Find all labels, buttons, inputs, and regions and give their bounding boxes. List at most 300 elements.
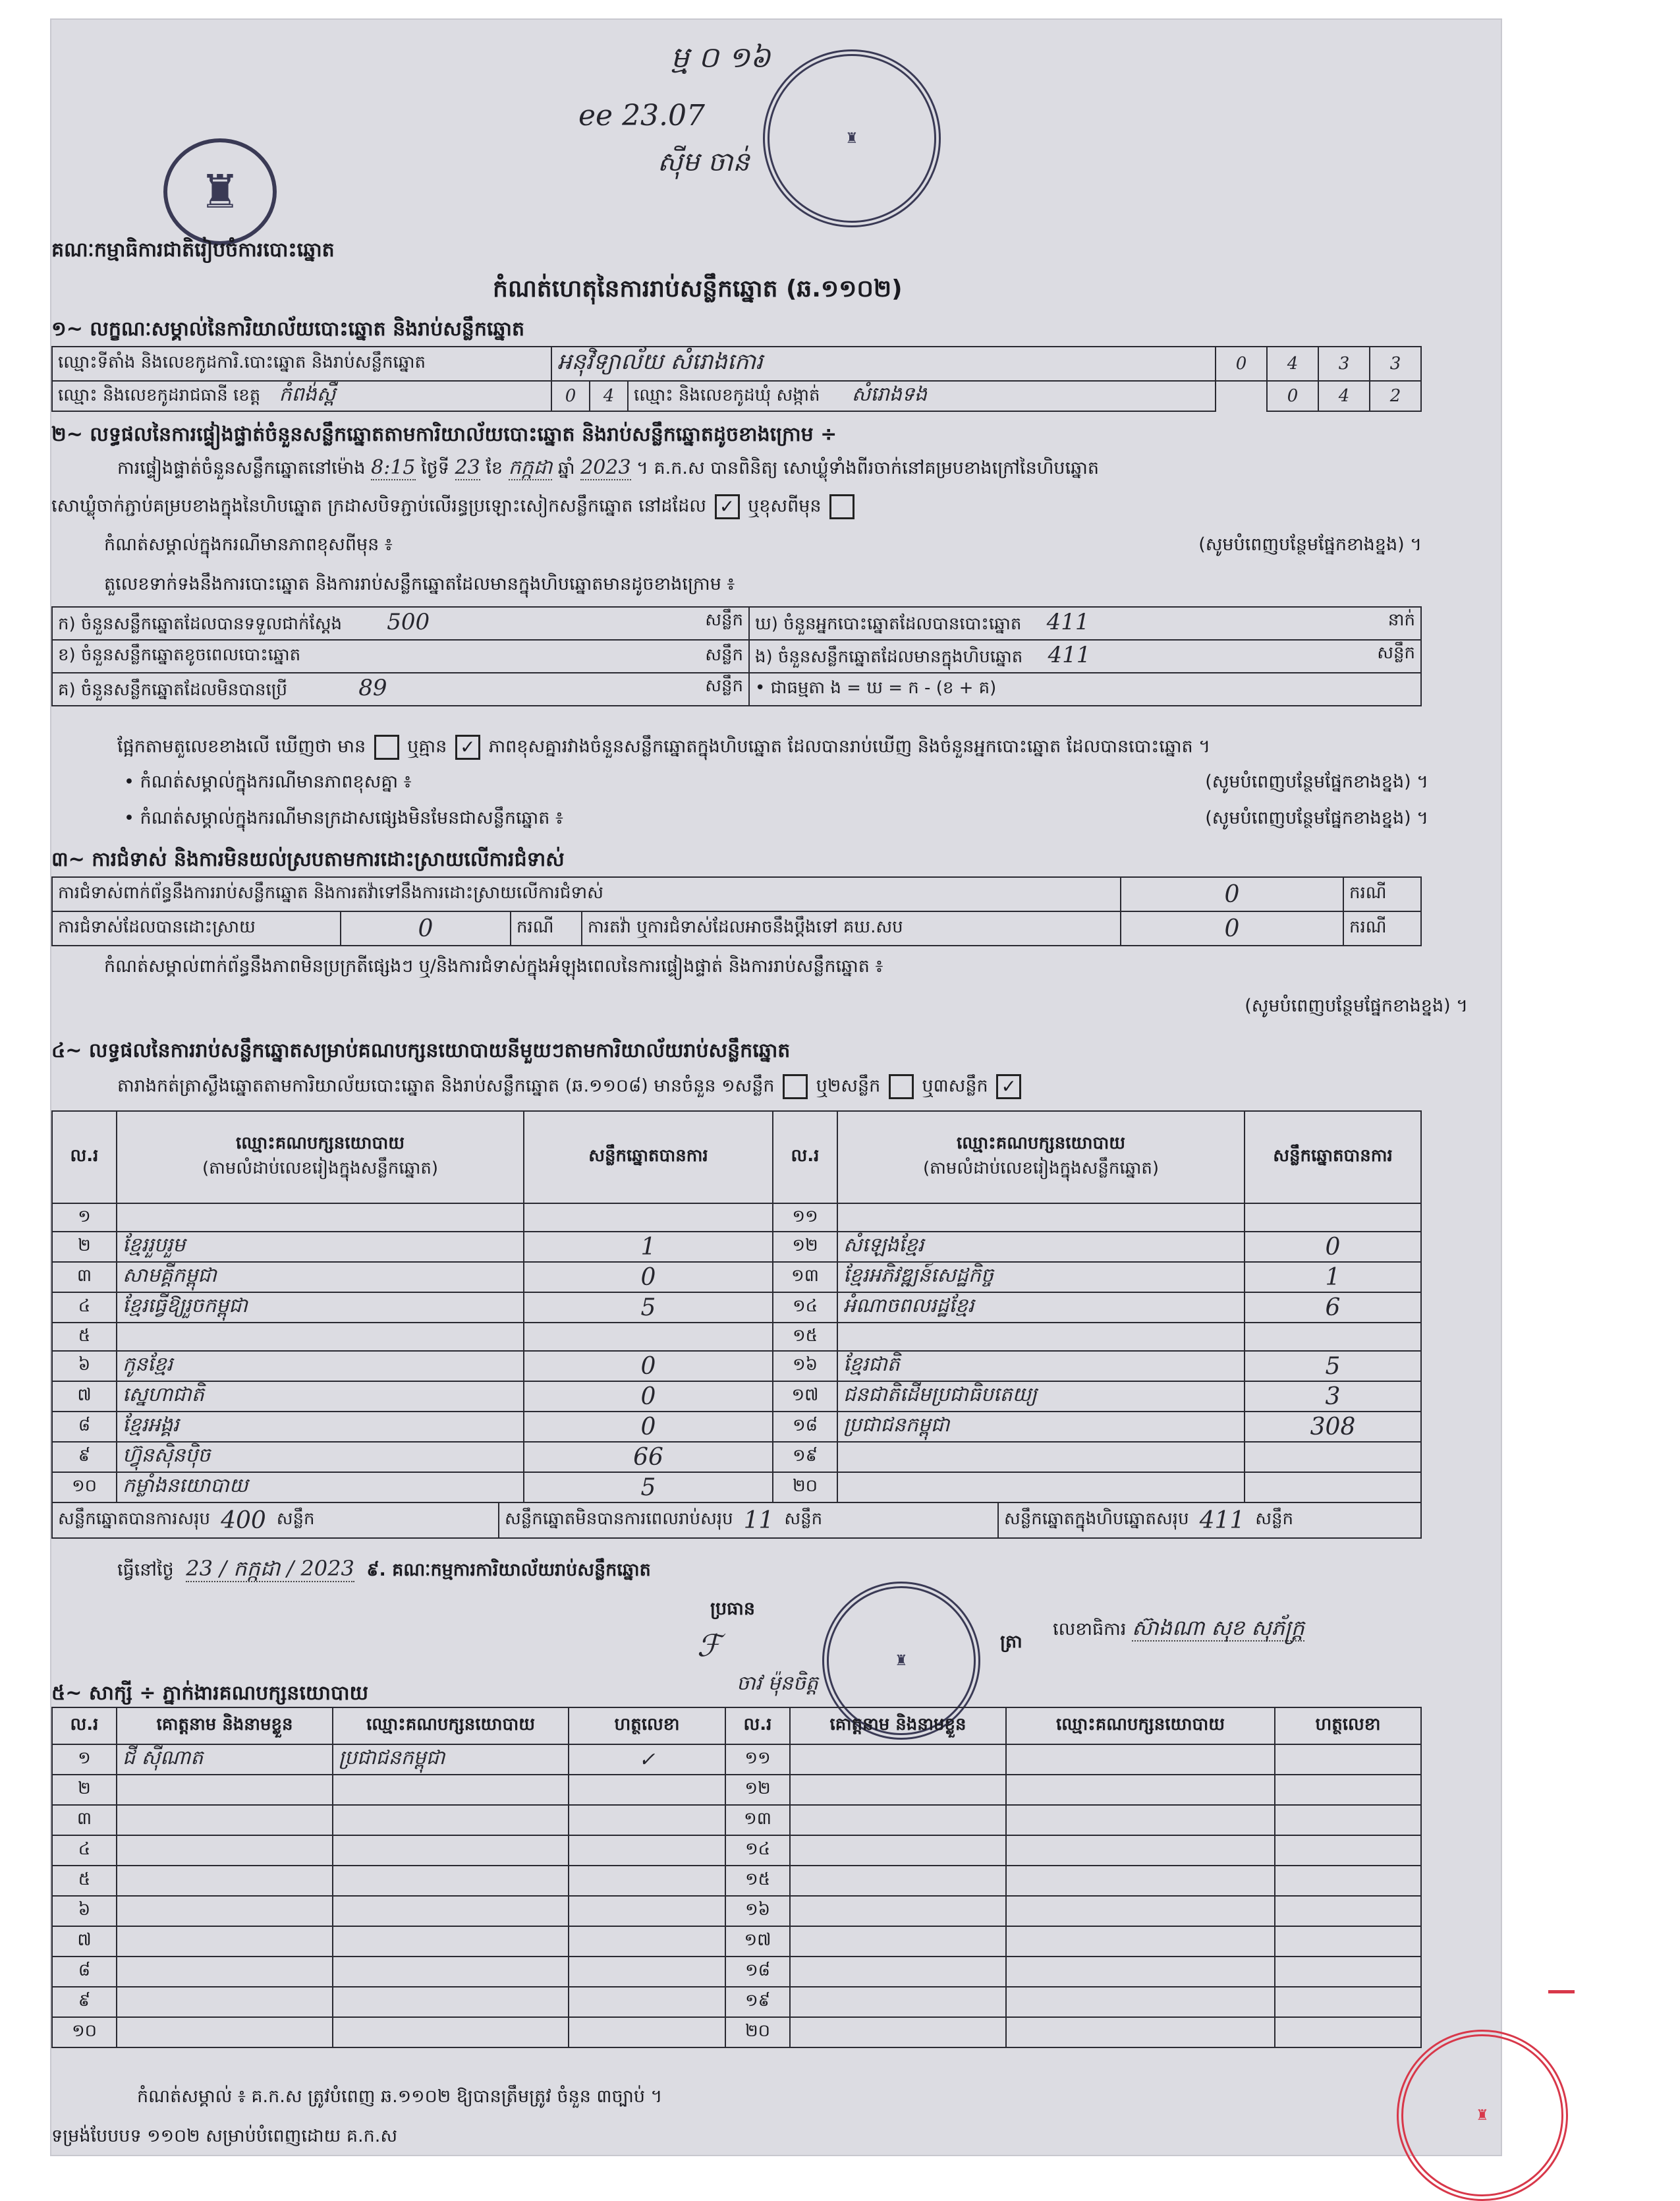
witness-row: [52, 1835, 1421, 1866]
witness-party: [333, 1987, 569, 2017]
witness-row: [52, 2017, 1421, 2047]
witness-row: [52, 1987, 1421, 2017]
total-valid-cell: [53, 1503, 499, 1537]
complaints-count: 0: [1121, 877, 1343, 911]
witness-name: [790, 1805, 1006, 1835]
commune-code-2: 4: [1318, 381, 1370, 411]
witness-row: [52, 1805, 1421, 1835]
results-row: [52, 1381, 1421, 1412]
commune-code-3: 2: [1370, 381, 1421, 411]
no-discrepancy-checkbox: ✓: [455, 735, 480, 760]
witness-signature: [569, 1926, 725, 1957]
results-row: [52, 1203, 1421, 1232]
tally-sheet-line: [117, 1074, 1024, 1101]
secretary-line: [1053, 1615, 1304, 1645]
verify-line2-text: សោឃ្លុំចាក់ភ្ជាប់គម្របខាងក្នុងនៃហិបឆ្នោត ក្រដាសបិទភ្ជាប់លើរន្ធប្រឡោះសៀកសន្លឹកឆ្នោត នៅដដែល: [51, 496, 706, 517]
red-ink-mark: [1548, 1990, 1575, 1993]
total-box-unit: សន្លឹក: [1255, 1509, 1294, 1529]
commune-value: សំរោងទង: [851, 383, 928, 406]
result-party-name: ខ្មែររួបរួម: [117, 1232, 524, 1262]
witness-row: [52, 1896, 1421, 1926]
results-totals-row: [52, 1502, 1421, 1538]
witness-col-party-right: ឈ្មោះគណបក្សនយោបាយ: [1006, 1707, 1275, 1744]
witness-name: [117, 1835, 333, 1866]
witness-party: [1006, 1835, 1275, 1866]
witness-party: [333, 1957, 569, 1987]
form-identifier: ទម្រង់បែបបទ ១១០២ សម្រាប់បំពេញដោយ គ.ក.ស: [51, 2126, 398, 2146]
result-no: ១៧: [773, 1381, 837, 1412]
witness-col-no-right: ល.រ: [725, 1707, 790, 1744]
total-invalid-cell: [499, 1503, 999, 1537]
voters-voted-value: 411: [1046, 609, 1090, 635]
receipt-number: ម្ម ០ ១៦: [671, 41, 771, 74]
received-ballots-label: ក) ចំនួនសន្លឹកឆ្នោតដែលបានទទួលជាក់ស្តែង: [58, 614, 343, 634]
result-party-name: [117, 1203, 524, 1232]
witness-no: ១៨: [725, 1957, 790, 1987]
done-date-line: [117, 1555, 651, 1586]
result-no: ១៩: [773, 1442, 837, 1472]
witness-col-sign-right: ហត្ថលេខា: [1275, 1707, 1421, 1744]
witness-name: [790, 1775, 1006, 1805]
witness-name: [117, 2017, 333, 2047]
results-row: [52, 1412, 1421, 1442]
verification-line-1: [117, 455, 1435, 484]
result-votes: 0: [524, 1381, 773, 1412]
commune-label: [628, 381, 1216, 411]
unused-ballots-value: 89: [358, 675, 387, 701]
discrepancy-note-fill: (សូមបំពេញបន្ថែមផ្នែកខាងខ្នង) ។: [1205, 772, 1428, 792]
witness-name: [117, 1957, 333, 1987]
witness-no: ២: [52, 1775, 117, 1805]
verify-year: 2023: [580, 456, 631, 479]
result-party-name: ស្នេហាជាតិ: [117, 1381, 524, 1412]
committee-seal-stamp: ♜: [822, 1582, 980, 1740]
discrepancy-has-label: ផ្អែកតាមតួលេខខាងលើ ឃើញថា មាន: [117, 736, 366, 757]
result-party-name: កម្លាំងនយោបាយ: [117, 1472, 524, 1502]
voters-voted-unit: នាក់: [1387, 610, 1415, 630]
witness-signature: [1275, 1775, 1421, 1805]
complaints-table: [51, 876, 1422, 946]
witness-signature: [569, 2017, 725, 2047]
result-party-name: ខ្មែរជាតិ: [837, 1351, 1245, 1381]
witness-no: ១៥: [725, 1866, 790, 1896]
witness-name: [117, 1896, 333, 1926]
has-discrepancy-checkbox: [374, 735, 399, 760]
witness-signature: [1275, 1835, 1421, 1866]
result-no: ៤: [52, 1292, 117, 1323]
result-no: ៥: [52, 1323, 117, 1351]
result-party-name: [837, 1203, 1245, 1232]
total-invalid-unit: សន្លឹក: [784, 1509, 823, 1529]
foreign-paper-note-label: • កំណត់សម្គាល់ក្នុងករណីមានក្រដាសផ្សេងមិនមែនជាសន្លឹកឆ្នោត ៖: [124, 808, 563, 828]
foreign-paper-note-line: [124, 807, 1428, 833]
witness-signature: [1275, 1866, 1421, 1896]
foreign-paper-note-fill: (សូមបំពេញបន្ថែមផ្នែកខាងខ្នង) ។: [1205, 808, 1428, 828]
commune-label-text: ឈ្មោះ និងលេខកូដឃុំ សង្កាត់: [634, 386, 820, 405]
verify-time-label: ការផ្ទៀងផ្ទាត់ចំនួនសន្លឹកឆ្នោតនៅម៉ោង: [117, 458, 366, 478]
witness-col-name-left: គោត្តនាម និងនាមខ្លួន: [117, 1707, 333, 1744]
two-sheet-checkbox: [889, 1074, 914, 1099]
result-no: ៩: [52, 1442, 117, 1472]
witness-no: ២០: [725, 2017, 790, 2047]
witness-name: [117, 1866, 333, 1896]
voters-voted-row: [749, 607, 1421, 640]
results-row: [52, 1442, 1421, 1472]
witness-no: ៤: [52, 1835, 117, 1866]
witness-signature: [1275, 1926, 1421, 1957]
witness-no: ៨: [52, 1957, 117, 1987]
province-code-2: 4: [590, 381, 628, 411]
witness-name: [790, 2017, 1006, 2047]
tally-sheet-intro: តារាងកត់ត្រាស្លឹងឆ្នោតតាមការិយាល័យបោះឆ្នោត និងរាប់សន្លឹកឆ្នោត (ឆ.១១០៨) មានចំនួន ១សន្លឹក: [117, 1075, 775, 1097]
result-no: ១៦: [773, 1351, 837, 1381]
province-label: [52, 381, 551, 411]
results-col-no-right: ល.រ: [773, 1111, 837, 1203]
province-value: កំពង់ស្ពឺ: [279, 383, 336, 406]
witness-body: [52, 1744, 1421, 2047]
section3-heading: ៣~ ការជំទាស់ និងការមិនយល់ស្របតាមការដោះស្រាយលើការជំទាស់: [51, 848, 565, 871]
result-votes: 5: [524, 1292, 773, 1323]
witness-row: [52, 1926, 1421, 1957]
resolved-unit: ករណី: [511, 911, 582, 946]
result-party-name: ជនជាតិដើមប្រជាធិបតេយ្យ: [837, 1381, 1245, 1412]
witness-name: [117, 1805, 333, 1835]
received-ballots-row: [52, 607, 749, 640]
results-row: [52, 1232, 1421, 1262]
received-ballots-value: 500: [387, 609, 430, 635]
witness-party: [333, 1805, 569, 1835]
result-party-name: [837, 1323, 1245, 1351]
ballots-in-box-label: ង) ចំនួនសន្លឹកឆ្នោតដែលមានក្នុងហិបឆ្នោត: [755, 647, 1023, 667]
three-sheet-checkbox: ✓: [996, 1074, 1021, 1099]
result-party-name: សំឡេងខ្មែរ: [837, 1232, 1245, 1262]
secretary-label: លេខាធិការ: [1053, 1619, 1127, 1640]
results-row: [52, 1292, 1421, 1323]
done-date-value: 23 / កក្កដា / 2023: [186, 1556, 354, 1581]
witness-no: ៩: [52, 1987, 117, 2017]
ballots-in-box-unit: សន្លឹក: [1377, 643, 1415, 663]
witness-name: ជី សុីណាត: [117, 1744, 333, 1775]
witness-party: [1006, 1775, 1275, 1805]
total-invalid-label: សន្លឹកឆ្នោតមិនបានការពេលរាប់សរុប: [505, 1509, 733, 1529]
results-col-party-left-sub: (តាមលំដាប់លេខរៀងក្នុងសន្លឹកឆ្នោត): [202, 1158, 439, 1178]
witness-no: ៣: [52, 1805, 117, 1835]
chair-name: ចាវ ម៉ុនចិត្ត: [737, 1672, 818, 1695]
witness-signature: ✓: [569, 1744, 725, 1775]
verification-line-2: [51, 494, 857, 521]
witness-party: [1006, 1866, 1275, 1896]
witness-signature: [569, 1775, 725, 1805]
witness-party: [333, 1775, 569, 1805]
three-sheet-label: ឬ៣សន្លឹក: [922, 1075, 988, 1097]
location-value: អនុវិទ្យាល័យ សំរោងកោរ: [551, 347, 1216, 381]
result-votes: 6: [1245, 1292, 1421, 1323]
result-no: ៣: [52, 1262, 117, 1292]
witness-signature: [569, 1957, 725, 1987]
witness-party: [333, 2017, 569, 2047]
document-sheet: [51, 20, 1501, 2155]
witness-party: [333, 1866, 569, 1896]
witness-name: [117, 1987, 333, 2017]
irregularity-note-fill: (សូមបំពេញបន្ថែមផ្នែកខាងខ្នង) ។: [1245, 996, 1468, 1016]
result-votes: 0: [1245, 1232, 1421, 1262]
appeal-count: 0: [1121, 911, 1343, 946]
result-votes: 3: [1245, 1381, 1421, 1412]
receipt-date: ee 23.07: [578, 99, 706, 132]
verify-month-label: ខែ: [486, 458, 503, 478]
witness-row: [52, 1744, 1421, 1775]
result-votes: 1: [524, 1232, 773, 1262]
results-col-votes-right: សន្លឹកឆ្នោតបានការ: [1245, 1111, 1421, 1203]
irregularity-note: កំណត់សម្គាល់ពាក់ព័ន្ធនឹងភាពមិនប្រក្រតីផ្សេងៗ ឬ/និងការជំទាស់ក្នុងអំឡុងពេលនៃការផ្ទៀងផ្ទាត់ និងការរាប់សន្លឹកឆ្នោត ៖: [104, 956, 883, 977]
witness-party: [333, 1835, 569, 1866]
receipt-signature: ស៊ីម ចាន់: [658, 147, 750, 177]
chair-label: ប្រធាន: [710, 1599, 756, 1619]
result-no: ១១: [773, 1203, 837, 1232]
authority-name: គណៈកម្មាធិការជាតិរៀបចំការបោះឆ្នោត: [51, 239, 335, 262]
witness-signature: [569, 1896, 725, 1926]
section4-heading: ៤~ លទ្ធផលនៃការរាប់សន្លឹកឆ្នោតសម្រាប់គណបក្សនយោបាយនីមួយៗតាមការិយាល័យរាប់សន្លឹកឆ្នោត: [51, 1039, 791, 1062]
complaints-label: ការជំទាស់ពាក់ព័ន្ធនឹងការរាប់សន្លឹកឆ្នោត និងការតវ៉ាទៅនឹងការដោះស្រាយលើការជំទាស់: [52, 877, 1121, 911]
section2-heading: ២~ លទ្ធផលនៃការផ្ទៀងផ្ទាត់ចំនួនសន្លឹកឆ្នោតតាមការិយាល័យបោះឆ្នោត និងរាប់សន្លឹកឆ្នោតដូចខាងក្រោម ÷: [51, 423, 837, 446]
ballots-in-box-value: 411: [1048, 642, 1091, 668]
witness-signature: [1275, 1957, 1421, 1987]
result-party-name: អំណាចពលរដ្ឋខ្មែរ: [837, 1292, 1245, 1323]
results-col-party-right-title: ឈ្មោះគណបក្សនយោបាយ: [957, 1133, 1125, 1153]
witness-party: ប្រជាជនកម្ពុជា: [333, 1744, 569, 1775]
total-box-cell: [999, 1503, 1420, 1537]
location-label: ឈ្មោះទីតាំង និងលេខកូដការិ.បោះឆ្នោត និងរាប់សន្លឹកឆ្នោត: [52, 347, 551, 381]
different-checkbox: [829, 494, 854, 519]
result-votes: 0: [524, 1262, 773, 1292]
verify-time: 8:15: [371, 456, 416, 479]
stamp-label: ត្រា: [1000, 1632, 1022, 1652]
result-no: ៨: [52, 1412, 117, 1442]
witness-table: [51, 1707, 1422, 2048]
witness-col-sign-left: ហត្ថលេខា: [569, 1707, 725, 1744]
results-col-no-left: ល.រ: [52, 1111, 117, 1203]
witness-party: [1006, 1805, 1275, 1835]
witness-signature: [569, 1987, 725, 2017]
results-col-party-left: [117, 1111, 524, 1203]
result-no: ១៥: [773, 1323, 837, 1351]
result-party-name: [117, 1323, 524, 1351]
witness-no: ១៩: [725, 1987, 790, 2017]
witness-signature: [1275, 2017, 1421, 2047]
document-title: កំណត់ហេតុនៃការរាប់សន្លឹកឆ្នោត (ឆ.១១០២): [493, 275, 903, 302]
unused-ballots-row: [52, 673, 749, 706]
unused-ballots-unit: សន្លឹក: [705, 676, 743, 696]
total-valid-unit: សន្លឹក: [276, 1509, 315, 1529]
witness-name: [790, 1926, 1006, 1957]
results-row: [52, 1323, 1421, 1351]
verify-day-label: ថ្ងៃទី: [421, 458, 449, 478]
witness-no: ១: [52, 1744, 117, 1775]
spoiled-ballots-row: [52, 640, 749, 673]
witness-party: [1006, 1926, 1275, 1957]
two-sheet-label: ឬ២សន្លឹក: [816, 1075, 881, 1097]
formula-cell: • ជាធម្មតា ង = ឃ = ក - (ខ + គ): [749, 673, 1421, 706]
province-code-1: 0: [551, 381, 590, 411]
witness-no: ១៦: [725, 1896, 790, 1926]
commune-code-1: 0: [1267, 381, 1318, 411]
results-col-votes-left: សន្លឹកឆ្នោតបានការ: [524, 1111, 773, 1203]
witness-row: [52, 1957, 1421, 1987]
witness-party: [333, 1896, 569, 1926]
witness-party: [1006, 1896, 1275, 1926]
results-row: [52, 1262, 1421, 1292]
difference-note-fill: (សូមបំពេញបន្ថែមផ្នែកខាងខ្នង) ។: [1198, 534, 1422, 555]
verify-month: កក្កដា: [508, 456, 553, 479]
witness-signature: [1275, 1805, 1421, 1835]
result-no: ១២: [773, 1232, 837, 1262]
voters-voted-label: ឃ) ចំនួនអ្នកបោះឆ្នោតដែលបានបោះឆ្នោត: [755, 614, 1022, 634]
total-invalid-value: 11: [743, 1506, 774, 1534]
verify-different-label: ឬខុសពីមុន: [748, 496, 822, 517]
result-no: ២០: [773, 1472, 837, 1502]
results-col-party-right: [837, 1111, 1245, 1203]
witness-signature: [1275, 1896, 1421, 1926]
witness-no: ១៣: [725, 1805, 790, 1835]
witness-party: [333, 1926, 569, 1957]
appeal-label: ការតវ៉ា ឬការជំទាស់ដែលអាចនឹងប្តឹងទៅ គឃ.សប: [582, 911, 1121, 946]
ballots-in-box-row: [749, 640, 1421, 673]
result-votes: [524, 1323, 773, 1351]
witness-no: ៦: [52, 1896, 117, 1926]
figures-table: [51, 606, 1422, 706]
section5-heading: ៥~ សាក្សី ÷ ភ្នាក់ងារគណបក្សនយោបាយ: [51, 1682, 369, 1705]
witness-no: ៥: [52, 1866, 117, 1896]
received-ballots-unit: សន្លឹក: [705, 610, 743, 630]
discrepancy-line: [117, 735, 1210, 762]
discrepancy-none-label: ឬគ្មាន: [407, 736, 447, 757]
done-date-label: ធ្វើនៅថ្ងៃ: [117, 1560, 174, 1580]
total-box-value: 411: [1199, 1506, 1245, 1534]
result-no: ៧: [52, 1381, 117, 1412]
result-votes: 0: [524, 1351, 773, 1381]
witness-party: [1006, 2017, 1275, 2047]
nec-red-seal-stamp: ♜: [1397, 2030, 1568, 2201]
result-votes: 308: [1245, 1412, 1421, 1442]
witness-no: ១២: [725, 1775, 790, 1805]
witness-signature: [569, 1805, 725, 1835]
complaints-unit: ករណី: [1343, 877, 1421, 911]
witness-no: ១០: [52, 2017, 117, 2047]
result-votes: 66: [524, 1442, 773, 1472]
result-votes: [1245, 1472, 1421, 1502]
result-party-name: កូនខ្មែរ: [117, 1351, 524, 1381]
committee-title: ៩. គណៈកម្មការការិយាល័យរាប់សន្លឹកឆ្នោត: [366, 1560, 651, 1580]
result-no: ១៤: [773, 1292, 837, 1323]
spoiled-ballots-label: ខ) ចំនួនសន្លឹកឆ្នោតខូចពេលបោះឆ្នោត: [58, 645, 301, 665]
resolved-count: 0: [341, 911, 511, 946]
witness-no: ១៤: [725, 1835, 790, 1866]
witness-row: [52, 1775, 1421, 1805]
appeal-unit: ករណី: [1343, 911, 1421, 946]
figures-intro: តួលេខទាក់ទងនឹងការបោះឆ្នោត និងការរាប់សន្លឹកឆ្នោតដែលមានក្នុងហិបឆ្នោតមានដូចខាងក្រោម ៖: [104, 574, 735, 594]
result-votes: 5: [524, 1472, 773, 1502]
result-party-name: សាមគ្គីកម្ពុជា: [117, 1262, 524, 1292]
section1-table: [51, 346, 1422, 412]
section1-heading: ១~ លក្ខណៈសម្គាល់នៃការិយាល័យបោះឆ្នោត និងរាប់សន្លឹកឆ្នោត: [51, 318, 525, 341]
witness-name: [790, 1835, 1006, 1866]
result-votes: 0: [524, 1412, 773, 1442]
witness-party: [1006, 1744, 1275, 1775]
result-no: ១៣: [773, 1262, 837, 1292]
witness-name: [117, 1775, 333, 1805]
witness-name: [790, 1987, 1006, 2017]
same-as-before-checkbox: ✓: [715, 494, 740, 519]
result-party-name: [837, 1442, 1245, 1472]
result-votes: [1245, 1203, 1421, 1232]
difference-note-line: [104, 534, 1422, 559]
witness-no: ១១: [725, 1744, 790, 1775]
location-code-1: 0: [1216, 347, 1267, 381]
verify-line1-rest: ។ គ.ក.ស បានពិនិត្យ សោឃ្លុំទាំងពីរចាក់នៅគម្របខាងក្រៅនៃហិបឆ្នោត: [636, 458, 1099, 478]
result-votes: [524, 1203, 773, 1232]
unused-ballots-label: គ) ចំនួនសន្លឹកឆ្នោតដែលមិនបានប្រើ: [58, 680, 287, 700]
results-row: [52, 1472, 1421, 1502]
witness-name: [790, 1896, 1006, 1926]
result-votes: [1245, 1323, 1421, 1351]
result-no: ១០: [52, 1472, 117, 1502]
total-valid-label: សន្លឹកឆ្នោតបានការសរុប: [58, 1509, 211, 1529]
witness-name: [790, 1744, 1006, 1775]
result-party-name: [837, 1472, 1245, 1502]
result-party-name: ខ្មែរធ្វើឱ្យរួចកម្ពុជា: [117, 1292, 524, 1323]
one-sheet-checkbox: [783, 1074, 808, 1099]
footer-note: កំណត់សម្គាល់ ៖ គ.ក.ស ត្រូវបំពេញ ឆ.១១០២ ឱ្យបានត្រឹមត្រូវ ចំនួន ៣ច្បាប់ ។: [137, 2086, 663, 2107]
result-no: ២: [52, 1232, 117, 1262]
chair-signature: ℱ: [697, 1628, 721, 1663]
result-votes: [1245, 1442, 1421, 1472]
result-no: ១៨: [773, 1412, 837, 1442]
difference-note-label: កំណត់សម្គាល់ក្នុងករណីមានភាពខុសពីមុន ៖: [104, 534, 393, 555]
total-box-label: សន្លឹកឆ្នោតក្នុងហិបឆ្នោតសរុប: [1004, 1509, 1189, 1529]
spoiled-ballots-unit: សន្លឹក: [705, 645, 743, 665]
result-no: ៦: [52, 1351, 117, 1381]
discrepancy-note-line: [124, 771, 1428, 797]
resolved-label: ការជំទាស់ដែលបានដោះស្រាយ: [52, 911, 341, 946]
verify-year-label: ឆ្នាំ: [557, 458, 575, 478]
witness-name: [117, 1926, 333, 1957]
witness-party: [1006, 1957, 1275, 1987]
witness-col-party-left: ឈ្មោះគណបក្សនយោបាយ: [333, 1707, 569, 1744]
total-valid-value: 400: [221, 1506, 266, 1534]
witness-col-no-left: ល.រ: [52, 1707, 117, 1744]
witness-row: [52, 1866, 1421, 1896]
nec-emblem-logo: ♜: [163, 138, 277, 245]
result-votes: 1: [1245, 1262, 1421, 1292]
result-no: ១: [52, 1203, 117, 1232]
verify-day: 23: [455, 456, 480, 479]
witness-col-name-right: គោត្តនាម និងនាមខ្លួន: [790, 1707, 1006, 1744]
witness-signature: [1275, 1744, 1421, 1775]
result-party-name: ហ៊្វុនស៊ិនប៉ិច: [117, 1442, 524, 1472]
witness-party: [1006, 1987, 1275, 2017]
discrepancy-rest: ភាពខុសគ្នារវាងចំនួនសន្លឹកឆ្នោតក្នុងហិបឆ្នោត ដែលបានរាប់ឃើញ និងចំនួនអ្នកបោះឆ្នោត ដែលបានបោះឆ្នោត ។: [488, 736, 1211, 757]
location-code-2: 4: [1267, 347, 1318, 381]
witness-no: ១៧: [725, 1926, 790, 1957]
results-table: [51, 1110, 1422, 1539]
results-col-party-left-title: ឈ្មោះគណបក្សនយោបាយ: [236, 1133, 405, 1153]
witness-signature: [569, 1835, 725, 1866]
witness-name: [790, 1957, 1006, 1987]
results-col-party-right-sub: (តាមលំដាប់លេខរៀងក្នុងសន្លឹកឆ្នោត): [922, 1158, 1160, 1178]
witness-no: ៧: [52, 1926, 117, 1957]
result-party-name: ប្រជាជនកម្ពុជា: [837, 1412, 1245, 1442]
secretary-name: ស៊ាងណា សុខ សុភ័ក្ត្រ: [1132, 1615, 1304, 1640]
